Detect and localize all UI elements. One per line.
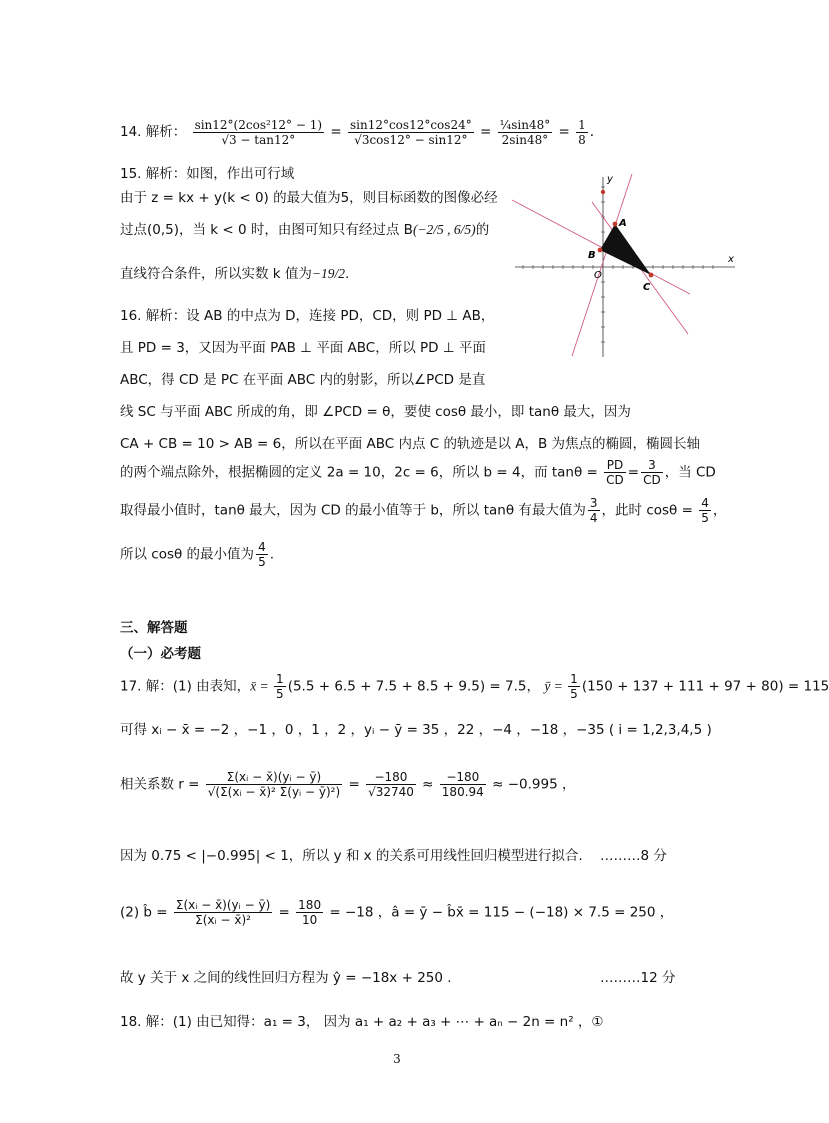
section-subtitle: （一）必考题 (120, 646, 201, 662)
q17-line6: 故 y 关于 x 之间的线性回归方程为 ŷ = −18x + 250 . (120, 970, 452, 986)
origin-label: O (594, 270, 602, 281)
k-value: −19/2 (311, 266, 346, 281)
q16-line8: 所以 cosθ 的最小值为 $\frac{4}{5}$ . (120, 540, 274, 569)
q14-line: 14. 解析： $\frac{\text{sin12°(2cos²12° − 1)}}{√3 - \tan 12^\circ}$ = $\frac{\sin 12^\circ\cos 12^\circ\cos 24^\circ}{√3\cos 12^\circ - \sin 12^\circ}$ = $\frac{\text{¼sin48°}}{2\sin 48^\circ}$ = $\frac{1}{8}$ . (120, 118, 595, 147)
point-c-dot (649, 273, 654, 278)
q17-correlation: 相关系数 r = $\frac{\text{Σ(xᵢ − x̄)(yᵢ − ȳ)}}{\text{√(Σ(xᵢ − x̄)² Σ(yᵢ − ȳ)²)}}$ = $\frac{-180}{√32740}$ ≈ $\frac{-180}{180.94}$ ≈ −0.995 ， (120, 770, 576, 799)
q16-line7: 取得最小值时，tanθ 最大，因为 CD 的最小值等于 b，所以 tanθ 有最大值为 $\frac{3}{4}$ ，此时 cosθ = $\frac{4}{5}$ ， (120, 496, 727, 525)
score-8: ………8 分 (600, 848, 667, 864)
q15-line2: 过点(0,5)，当 k < 0 时，由图可知只有经过点 B(−2/5 , 6/5)的 (120, 222, 490, 238)
section-title: 三、解答题 (120, 620, 188, 636)
point-a-label: A (619, 218, 627, 229)
q14-fraction-3: $\frac{\text{¼sin48°}}{2\sin 48^\circ}$ (499, 118, 551, 147)
feasible-region-figure (510, 172, 740, 362)
q14-result: $\frac{1}{8}$ (578, 118, 586, 147)
q16-line4: 线 SC 与平面 ABC 所成的角，即 ∠PCD = θ，要使 cosθ 最小，即 tanθ 最大，因为 (120, 404, 631, 420)
y-axis-label: y (607, 174, 613, 185)
q15-label: 15. 解析：如图，作出可行域 (120, 166, 295, 182)
q17-line2: 可得 xᵢ − x̄ = −2 ，−1 ，0 ，1 ，2 ，yᵢ − ȳ = 35 ，22 ，−4 ，−18 ，−35 ( i = 1,2,3,4,5 ) (120, 722, 712, 738)
page-number: 3 (393, 1052, 401, 1066)
q17-line1: 17. 解：(1) 由表知，x̄ = $\frac{1}{5}$ (5.5 + 6.5 + 7.5 + 8.5 + 9.5) = 7.5， ȳ = $\frac{1}{5}$ (150 + 137 + 111 + 97 + 80) = 115 (120, 672, 829, 701)
q15-line3: 直线符合条件，所以实数 k 值为−19/2. (120, 266, 350, 282)
q17-part2: (2) b̂ = $\frac{\text{Σ(xᵢ − x̄)(yᵢ − ȳ)}}{\text{Σ(xᵢ − x̄)²}}$ = $\frac{180}{10}$ = −18 ，â = ȳ − b̂x̄ = 115 − (−18) × 7.5 = 250 ， (120, 898, 674, 927)
q17-line4: 因为 0.75 < |−0.995| < 1，所以 y 和 x 的关系可用线性回归模型进行拟合. (120, 848, 583, 864)
point-05-dot (601, 190, 605, 194)
q16-line6: 的两个端点除外，根据椭圆的定义 2a = 10，2c = 6，所以 b = 4，而 tanθ = $\frac{PD}{CD}$ = $\frac{3}{CD}$ ，当 CD (120, 458, 716, 487)
q16-line2: 且 PD = 3，又因为平面 PAB ⊥ 平面 ABC，所以 PD ⊥ 平面 (120, 340, 486, 356)
score-12: ………12 分 (600, 970, 676, 986)
q18-line1: 18. 解：(1) 由已知得：a₁ = 3， 因为 a₁ + a₂ + a₃ + ⋯ + aₙ − 2n = n² ，① (120, 1014, 604, 1030)
q16-line3: ABC，得 CD 是 PC 在平面 ABC 内的射影，所以∠PCD 是直 (120, 372, 486, 388)
point-c-label: C (643, 282, 651, 293)
q16-line5: CA + CB = 10 > AB = 6，所以在平面 ABC 内点 C 的轨迹是以 A，B 为焦点的椭圆，椭圆长轴 (120, 436, 701, 452)
q15-line1: 由于 z = kx + y(k < 0) 的最大值为5，则目标函数的图像必经 (120, 190, 498, 206)
q14-fraction-1: $\frac{\text{sin12°(2cos²12° − 1)}}{√3 - \tan 12^\circ}$ (194, 118, 323, 147)
point-b-coords: (−2/5 , 6/5) (412, 222, 476, 237)
q14-label: 14. 解析： (120, 124, 187, 140)
r-fraction: $\frac{\text{Σ(xᵢ − x̄)(yᵢ − ȳ)}}{\text{√(Σ(xᵢ − x̄)² Σ(yᵢ − ȳ)²)}}$ (207, 770, 341, 799)
x-axis-label: x (728, 254, 734, 265)
point-a-dot (613, 222, 618, 227)
point-b-label: B (588, 250, 596, 261)
q16-line1: 16. 解析：设 AB 的中点为 D，连接 PD，CD，则 PD ⊥ AB， (120, 308, 495, 324)
q14-fraction-2: $\frac{\sin 12^\circ\cos 12^\circ\cos 24^\circ}{√3\cos 12^\circ - \sin 12^\circ}$ (349, 118, 472, 147)
point-b-dot (598, 248, 603, 253)
